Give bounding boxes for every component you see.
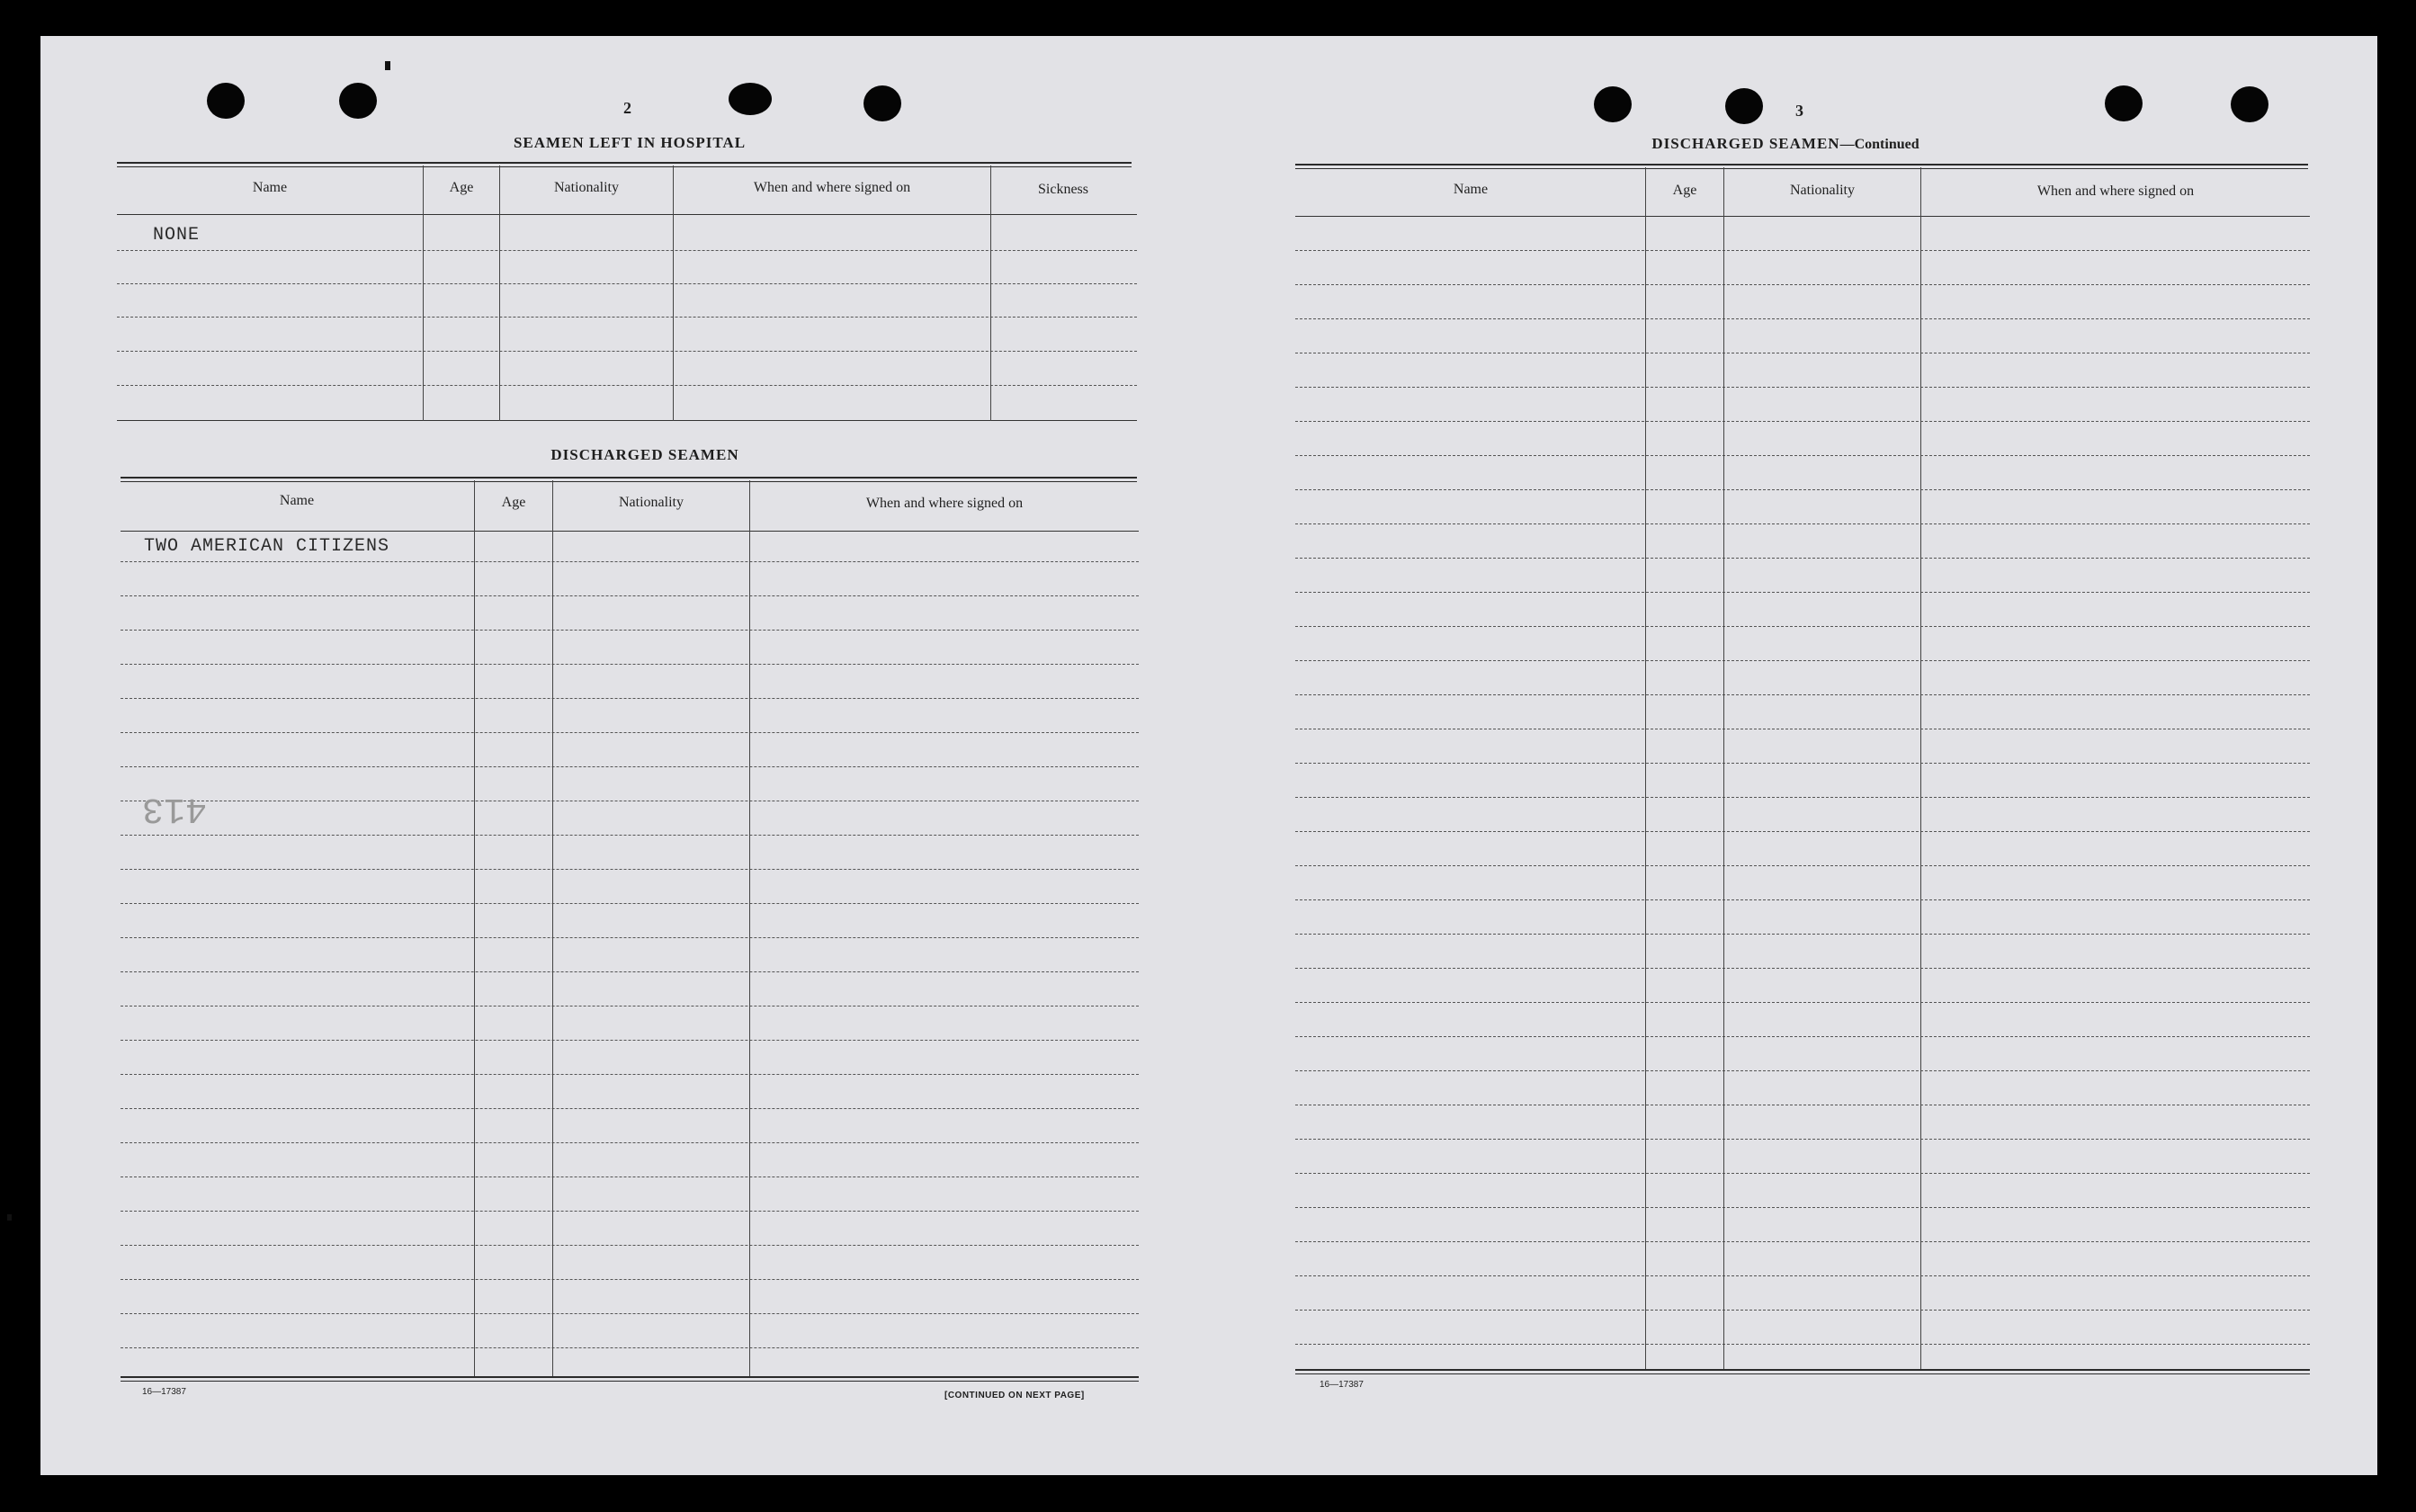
row-rule [1295, 660, 2310, 661]
row-rule [121, 835, 1139, 836]
punch-hole [1725, 88, 1763, 124]
row-rule [1295, 1036, 2310, 1037]
table-bottom-rule [121, 1376, 1139, 1382]
col-header-signed-on: When and where signed on [2036, 183, 2195, 199]
row-rule [121, 903, 1139, 904]
col-header-name: Name [1453, 182, 1489, 197]
section-title-discharged: DISCHARGED SEAMEN [550, 446, 739, 463]
table-bottom-rule [1295, 1369, 2310, 1374]
column-divider [1723, 167, 1724, 1369]
row-rule [1295, 489, 2310, 490]
col-header-nationality: Nationality [554, 180, 619, 195]
row-rule [1295, 1070, 2310, 1071]
row-rule [1295, 250, 2310, 251]
form-number: 16—17387 [1320, 1380, 1364, 1390]
col-header-age: Age [1672, 183, 1697, 198]
punch-hole [339, 83, 377, 119]
row-rule [121, 732, 1139, 733]
row-rule [1295, 1310, 2310, 1311]
row-rule [1295, 968, 2310, 969]
punch-hole [1594, 86, 1632, 122]
row-rule [1295, 1344, 2310, 1345]
table-top-rule [121, 477, 1137, 482]
row-rule [1295, 523, 2310, 524]
column-divider [552, 480, 553, 1376]
title-text: DISCHARGED SEAMEN [1651, 135, 1840, 152]
punch-hole [2231, 86, 2268, 122]
row-rule [121, 1245, 1139, 1246]
column-divider [990, 166, 991, 421]
column-divider [1645, 167, 1646, 1369]
row-rule [121, 1142, 1139, 1143]
column-divider [749, 480, 750, 1376]
row-rule [1295, 865, 2310, 866]
col-header-age: Age [449, 180, 474, 195]
section-title-hospital: SEAMEN LEFT IN HOSPITAL [513, 134, 747, 151]
continued-note: [CONTINUED ON NEXT PAGE] [944, 1391, 1085, 1400]
row-rule [1295, 1275, 2310, 1276]
form-number: 16—17387 [142, 1387, 186, 1397]
col-header-nationality: Nationality [1790, 183, 1855, 198]
row-rule [121, 595, 1139, 596]
row-rule [1295, 899, 2310, 900]
col-header-signed-on: When and where signed on [753, 180, 911, 195]
col-header-signed-on: When and where signed on [865, 496, 1024, 511]
hospital-row-name: NONE [153, 225, 201, 246]
column-divider [423, 166, 424, 421]
col-header-name: Name [279, 493, 315, 508]
row-rule [121, 630, 1139, 631]
col-header-nationality: Nationality [619, 495, 684, 510]
row-rule [121, 869, 1139, 870]
row-rule [1295, 694, 2310, 695]
ink-mark [7, 1214, 12, 1221]
row-rule [1295, 1173, 2310, 1174]
row-rule [1295, 558, 2310, 559]
header-rule [1295, 216, 2310, 217]
row-rule [1295, 318, 2310, 319]
table-bottom-rule [117, 420, 1137, 421]
row-rule [117, 317, 1137, 318]
punch-hole [863, 85, 901, 121]
column-divider [673, 166, 674, 421]
section-title-discharged-continued [1529, 135, 2042, 153]
row-rule [1295, 934, 2310, 935]
column-divider [499, 166, 500, 421]
row-rule [1295, 284, 2310, 285]
punch-hole [729, 83, 772, 115]
row-rule [1295, 831, 2310, 832]
header-rule [117, 214, 1137, 215]
page-number: 3 [1795, 102, 1803, 120]
col-header-age: Age [501, 495, 526, 510]
row-rule [1295, 455, 2310, 456]
row-rule [1295, 1241, 2310, 1242]
punch-hole [207, 83, 245, 119]
row-rule [121, 1074, 1139, 1075]
page-stamp-number: 413 [142, 788, 208, 828]
row-rule [117, 385, 1137, 386]
punch-hole [2105, 85, 2143, 121]
column-divider [1920, 167, 1921, 1369]
row-rule [121, 1313, 1139, 1314]
column-divider [474, 480, 475, 1376]
row-rule [121, 1040, 1139, 1041]
document-sheet [40, 36, 2377, 1475]
row-rule [121, 664, 1139, 665]
page-number: 2 [623, 99, 631, 117]
row-rule [121, 698, 1139, 699]
row-rule [117, 283, 1137, 284]
row-rule [121, 1211, 1139, 1212]
row-rule [1295, 421, 2310, 422]
row-rule [121, 971, 1139, 972]
row-rule [121, 561, 1139, 562]
row-rule [121, 1279, 1139, 1280]
row-rule [1295, 1002, 2310, 1003]
row-rule [121, 937, 1139, 938]
row-rule [121, 1108, 1139, 1109]
table-top-rule [117, 162, 1132, 167]
row-rule [1295, 592, 2310, 593]
row-rule [1295, 1139, 2310, 1140]
row-rule [121, 1176, 1139, 1177]
col-header-name: Name [252, 180, 288, 195]
row-rule [1295, 387, 2310, 388]
row-rule [117, 351, 1137, 352]
row-rule [121, 1347, 1139, 1348]
row-rule [1295, 763, 2310, 764]
row-rule [121, 1006, 1139, 1007]
row-rule [1295, 797, 2310, 798]
table-top-rule [1295, 164, 2308, 169]
row-rule [117, 250, 1137, 251]
row-rule [1295, 1207, 2310, 1208]
row-rule [1295, 626, 2310, 627]
col-header-sickness: Sickness [1038, 182, 1088, 197]
discharged-row-name: TWO AMERICAN CITIZENS [144, 536, 390, 557]
ink-mark [385, 61, 390, 70]
header-rule [121, 531, 1139, 532]
title-suffix: —Continued [1839, 137, 1919, 152]
row-rule [121, 766, 1139, 767]
